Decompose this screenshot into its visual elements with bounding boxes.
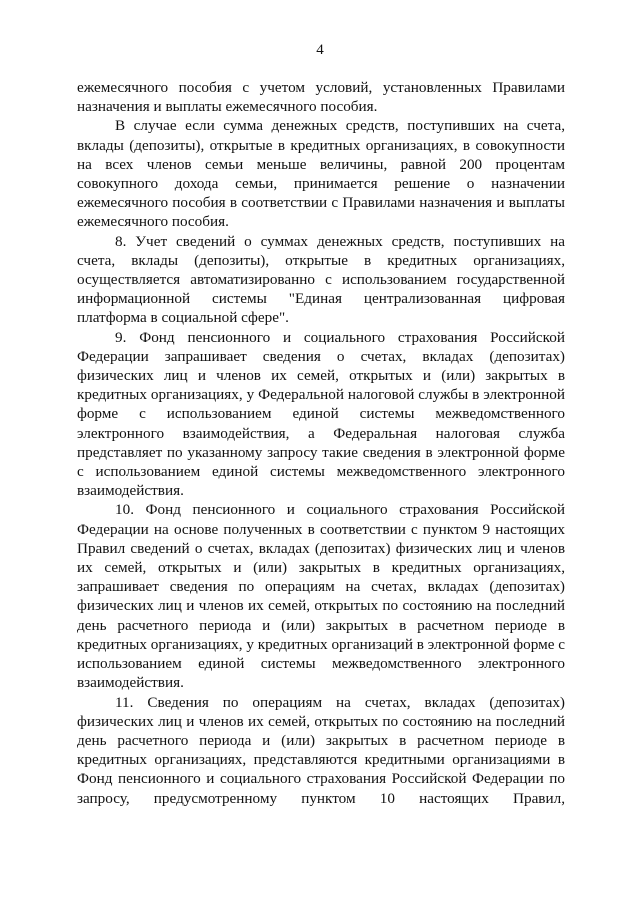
paragraph-item-10: 10. Фонд пенсионного и социального страхования Российской Федерации на основе полученных в соответствии с пунктом 9 настоящих Правил сведений о счетах, вкладах (депозитах) физических лиц и членов их семей, открытых и (или) закрытых в кредитных организациях, запрашивает сведения по операциям на счетах, вкладах (депозитах) физических лиц и членов их семей, открытых по состоянию на последний день расчетного периода и (или) закрытых в расчетном периоде в кредитных организациях, у кредитных организаций в электронной форме с использованием единой системы межведомственного электронного взаимодействия.	[77, 501, 565, 692]
document-body	[77, 78, 565, 808]
paragraph-item-11: 11. Сведения по операциям на счетах, вкладах (депозитах) физических лиц и членов их семей, открытых по состоянию на последний день расчетного периода и (или) закрытых в расчетном периоде в кредитных организациях, представляются кредитными организациями в Фонд пенсионного и социального страхования Российской Федерации по запросу, предусмотренному пунктом 10 настоящих Правил,	[77, 693, 565, 807]
paragraph-item-8: 8. Учет сведений о суммах денежных средств, поступивших на счета, вклады (депозиты), открытые в кредитных организациях, осуществляется автоматизированно с использованием государственной информационной системы "Единая централизованная цифровая платформа в социальной сфере".	[77, 232, 565, 327]
paragraph-savings-condition: В случае если сумма денежных средств, поступивших на счета, вклады (депозиты), открытые в кредитных организациях, в совокупности на всех членов семьи меньше величины, равной 200 процентам совокупного дохода семьи, принимается решение о назначении ежемесячного пособия в соответствии с Правилами назначения и выплаты ежемесячного пособия.	[77, 117, 565, 231]
paragraph-continuation: ежемесячного пособия с учетом условий, установленных Правилами назначения и выплаты ежемесячного пособия.	[77, 79, 565, 116]
paragraph-item-9: 9. Фонд пенсионного и социального страхования Российской Федерации запрашивает сведения о счетах, вкладах (депозитах) физических лиц и членов их семей, открытых и (или) закрытых в кредитных организациях, у Федеральной налоговой службы в электронной форме с использованием единой системы межведомственного электронного взаимодействия, а Федеральная налоговая служба представляет по указанному запросу такие сведения в электронной форме с использованием единой системы межведомственного электронного взаимодействия.	[77, 328, 565, 500]
page-number: 4	[316, 42, 324, 58]
